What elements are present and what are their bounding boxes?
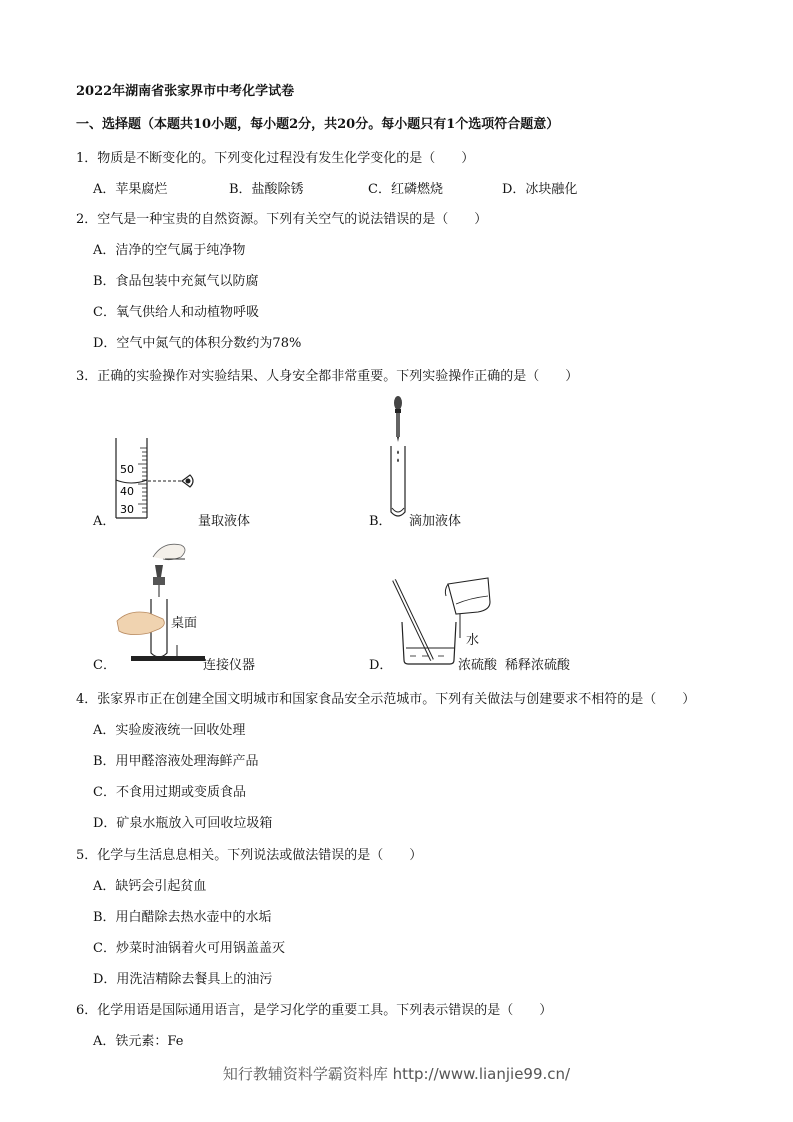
section-heading: 一、选择题（本题共10小题，每小题2分，共20分。每小题只有1个选项符合题意） — [76, 117, 560, 132]
question-3-option-b-letter: B． — [369, 514, 392, 529]
question-2-stem: 2．空气是一种宝贵的自然资源。下列有关空气的说法错误的是（ ） — [76, 212, 488, 227]
connect-instruments-figure — [115, 535, 205, 665]
question-6-option-a: A．铁元素：Fe — [93, 1034, 184, 1049]
question-1-option-b: B．盐酸除锈 — [229, 182, 304, 197]
question-2-option-d: D．空气中氮气的体积分数约为78% — [93, 336, 302, 351]
label-concentrated-acid: 浓硫酸 — [458, 658, 498, 673]
question-3-option-c-letter: C． — [93, 658, 116, 673]
question-2-option-c: C．氧气供给人和动植物呼吸 — [93, 305, 259, 320]
question-1-option-d: D．冰块融化 — [502, 182, 578, 197]
question-3-stem: 3．正确的实验操作对实验结果、人身安全都非常重要。下列实验操作正确的是（ ） — [76, 369, 579, 384]
dropper-test-tube-figure — [383, 394, 413, 522]
question-3-option-a-letter: A． — [93, 514, 116, 529]
question-2-option-b: B．食品包装中充氮气以防腐 — [93, 274, 259, 289]
footer-watermark: 知行教辅资料学霸资料库 http://www.lianjie99.cn/ — [222, 1065, 571, 1083]
question-4-stem: 4．张家界市正在创建全国文明城市和国家食品安全示范城市。下列有关做法与创建要求不相符的是（ ） — [76, 692, 696, 707]
question-3-option-c-caption: 连接仪器 — [203, 658, 256, 673]
cylinder-tick-30: 30 — [120, 503, 134, 516]
question-4-option-c: C．不食用过期或变质食品 — [93, 785, 246, 800]
question-3-option-a-caption: 量取液体 — [198, 514, 251, 529]
question-5-stem: 5．化学与生活息息相关。下列说法或做法错误的是（ ） — [76, 848, 423, 863]
question-5-option-d: D．用洗洁精除去餐具上的油污 — [93, 972, 273, 987]
exam-title: 2022年湖南省张家界市中考化学试卷 — [76, 84, 295, 99]
question-3-option-d-letter: D． — [369, 658, 393, 673]
question-5-option-b: B．用白醋除去热水壶中的水垢 — [93, 910, 272, 925]
question-4-option-d: D．矿泉水瓶放入可回收垃圾箱 — [93, 816, 273, 831]
cylinder-tick-50: 50 — [120, 463, 134, 476]
question-4-option-a: A．实验废液统一回收处理 — [93, 723, 246, 738]
graduated-cylinder-figure — [110, 432, 200, 522]
question-3-option-b-caption: 滴加液体 — [409, 514, 462, 529]
question-1-option-c: C．红磷燃烧 — [368, 182, 443, 197]
question-4-option-b: B．用甲醛溶液处理海鲜产品 — [93, 754, 259, 769]
cylinder-tick-40: 40 — [120, 485, 134, 498]
question-1-stem: 1．物质是不断变化的。下列变化过程没有发生化学变化的是（ ） — [76, 151, 475, 166]
eye-icon — [182, 475, 193, 487]
question-2-option-a: A．洁净的空气属于纯净物 — [93, 243, 246, 258]
label-water: 水 — [466, 633, 480, 648]
question-3-option-d-caption: 稀释浓硫酸 — [505, 658, 571, 673]
question-5-option-c: C．炒菜时油锅着火可用锅盖盖灭 — [93, 941, 285, 956]
label-desk: 桌面 — [171, 616, 198, 631]
question-5-option-a: A．缺钙会引起贫血 — [93, 879, 207, 894]
question-6-stem: 6．化学用语是国际通用语言，是学习化学的重要工具。下列表示错误的是（ ） — [76, 1003, 553, 1018]
question-1-option-a: A．苹果腐烂 — [93, 182, 168, 197]
